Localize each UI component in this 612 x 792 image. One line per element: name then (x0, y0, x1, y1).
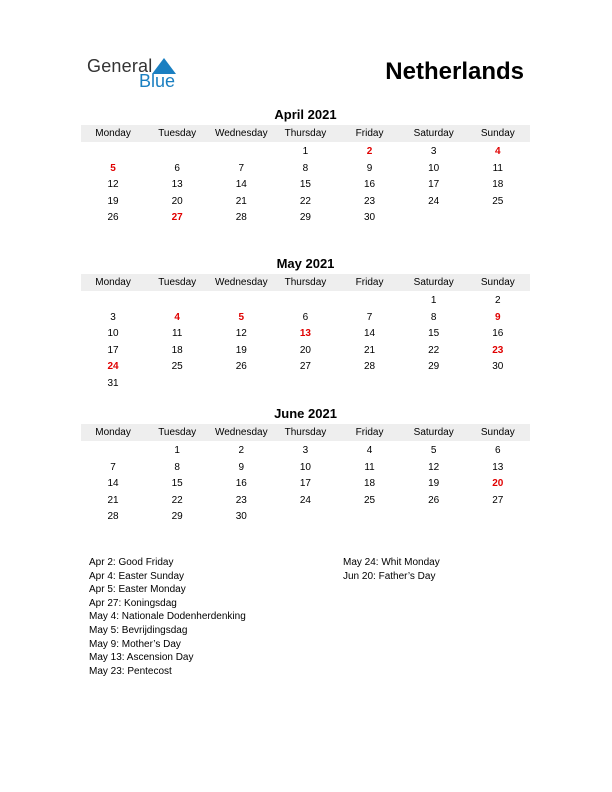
day-cell: 1 (430, 295, 437, 306)
day-cell: 21 (107, 494, 119, 506)
day-cell: 15 (299, 179, 311, 191)
weekday-header: Friday (338, 274, 402, 291)
day-cell: 25 (492, 195, 504, 207)
holiday-entry: May 4: Nationale Dodenherdenking (89, 611, 246, 623)
weekday-header: Saturday (402, 424, 466, 441)
day-cell: 24 (428, 195, 440, 207)
day-cell: 20 (171, 195, 183, 207)
day-cell: 2 (366, 146, 373, 157)
day-cell: 14 (235, 179, 247, 191)
day-cell: 11 (364, 461, 375, 473)
month-june (81, 406, 530, 526)
day-cell: 1 (302, 146, 309, 157)
day-cell: 7 (366, 311, 373, 323)
weekday-header: Saturday (402, 125, 466, 142)
day-cell: 27 (492, 494, 504, 506)
weekday-header: Friday (338, 125, 402, 142)
day-cell: 13 (492, 461, 504, 473)
day-cell: 6 (495, 445, 501, 456)
weekday-header: Tuesday (145, 125, 209, 142)
empty-day-cell (273, 293, 337, 310)
day-cell: 11 (171, 328, 183, 340)
day-cell: 16 (492, 328, 504, 340)
empty-day-cell (81, 144, 145, 161)
day-cell: 16 (364, 179, 376, 191)
holiday-entry: May 9: Mother’s Day (89, 638, 181, 650)
day-cell: 9 (495, 311, 501, 323)
day-cell: 21 (364, 344, 376, 356)
day-cell: 10 (299, 461, 311, 473)
day-cell: 20 (299, 344, 311, 356)
day-cell: 23 (364, 195, 376, 207)
weekday-header: Tuesday (145, 274, 209, 291)
day-cell: 3 (430, 146, 437, 157)
holiday-entry: Apr 4: Easter Sunday (89, 570, 185, 582)
day-cell: 28 (364, 361, 376, 373)
brand-logo (87, 56, 187, 92)
day-cell: 26 (428, 494, 440, 506)
weekday-header: Monday (81, 424, 145, 441)
day-cell: 1 (174, 445, 180, 456)
day-cell: 7 (238, 162, 245, 174)
holiday-entry: Apr 5: Easter Monday (89, 584, 186, 596)
weekday-header: Wednesday (209, 125, 273, 142)
weekday-header: Monday (81, 125, 145, 142)
day-cell: 27 (299, 361, 311, 373)
calendar-grid (81, 123, 530, 227)
day-cell: 12 (107, 179, 119, 191)
brand-general-text: General (87, 56, 153, 76)
day-cell: 5 (110, 162, 116, 174)
day-cell: 8 (174, 461, 180, 473)
day-cell: 30 (492, 361, 504, 373)
day-cell: 8 (302, 162, 309, 174)
month-title: June 2021 (274, 406, 337, 421)
day-cell: 28 (107, 511, 119, 523)
day-cell: 14 (364, 328, 376, 340)
day-cell: 18 (492, 179, 504, 191)
day-cell: 14 (107, 478, 119, 490)
weekday-header: Wednesday (209, 274, 273, 291)
day-cell: 23 (235, 494, 247, 506)
day-cell: 25 (171, 361, 183, 373)
day-cell: 22 (171, 494, 183, 506)
holiday-entry: Apr 27: Koningsdag (89, 597, 177, 609)
empty-day-cell (338, 293, 402, 310)
month-title: May 2021 (276, 256, 335, 271)
day-cell: 21 (235, 195, 247, 207)
day-cell: 2 (238, 445, 245, 456)
holiday-entry: Apr 2: Good Friday (89, 557, 174, 568)
holiday-list-left (89, 556, 246, 678)
day-cell: 12 (235, 328, 247, 340)
day-cell: 29 (428, 361, 440, 373)
empty-day-cell (209, 293, 273, 310)
holiday-entry: May 5: Bevrijdingsdag (89, 624, 188, 636)
empty-day-cell (81, 443, 145, 460)
day-cell: 18 (364, 478, 376, 490)
month-title: April 2021 (274, 107, 337, 122)
day-cell: 22 (428, 344, 440, 356)
calendar-grid (81, 422, 530, 526)
empty-day-cell (81, 293, 145, 310)
day-cell: 15 (428, 328, 440, 340)
day-cell: 10 (428, 162, 440, 174)
day-cell: 20 (492, 478, 504, 490)
empty-day-cell (209, 144, 273, 161)
weekday-header: Friday (338, 424, 402, 441)
weekday-header: Thursday (273, 424, 337, 441)
day-cell: 25 (364, 494, 376, 506)
holiday-entry: May 13: Ascension Day (89, 652, 194, 664)
day-cell: 16 (235, 478, 247, 490)
day-cell: 17 (107, 344, 119, 356)
day-cell: 13 (299, 328, 311, 340)
day-cell: 24 (107, 361, 119, 373)
weekday-header: Sunday (466, 125, 530, 142)
holiday-entry: May 23: Pentecost (89, 665, 172, 677)
day-cell: 5 (238, 311, 245, 323)
day-cell: 3 (302, 445, 309, 456)
day-cell: 12 (428, 461, 440, 473)
weekday-header: Sunday (466, 424, 530, 441)
day-cell: 4 (366, 445, 373, 456)
day-cell: 30 (235, 511, 247, 523)
day-cell: 11 (492, 162, 503, 174)
day-cell: 22 (299, 195, 311, 207)
day-cell: 5 (430, 445, 437, 456)
weekday-header: Tuesday (145, 424, 209, 441)
day-cell: 2 (495, 295, 501, 306)
month-april (81, 107, 530, 227)
day-cell: 7 (110, 461, 116, 473)
day-cell: 9 (366, 162, 373, 174)
empty-day-cell (145, 144, 209, 161)
holiday-entry: May 24: Whit Monday (343, 557, 440, 568)
day-cell: 30 (364, 212, 376, 224)
day-cell: 26 (107, 212, 119, 224)
country-title: Netherlands (385, 58, 524, 85)
weekday-header: Saturday (402, 274, 466, 291)
holiday-list-right (343, 556, 440, 583)
day-cell: 24 (299, 494, 311, 506)
day-cell: 23 (492, 344, 504, 356)
weekday-header: Monday (81, 274, 145, 291)
day-cell: 19 (235, 344, 247, 356)
brand-blue-text: Blue (139, 71, 176, 91)
day-cell: 4 (495, 146, 501, 157)
day-cell: 17 (299, 478, 311, 490)
day-cell: 10 (107, 328, 119, 340)
day-cell: 17 (428, 179, 440, 191)
weekday-header: Thursday (273, 274, 337, 291)
day-cell: 28 (235, 212, 247, 224)
day-cell: 15 (171, 478, 183, 490)
weekday-header: Thursday (273, 125, 337, 142)
day-cell: 19 (107, 195, 119, 207)
day-cell: 19 (428, 478, 440, 490)
weekday-header: Sunday (466, 274, 530, 291)
day-cell: 29 (171, 511, 183, 523)
day-cell: 18 (171, 344, 183, 356)
day-cell: 4 (174, 311, 180, 323)
day-cell: 9 (238, 461, 245, 473)
holiday-entry: Jun 20: Father’s Day (343, 570, 436, 582)
day-cell: 26 (235, 361, 247, 373)
day-cell: 29 (299, 212, 311, 224)
weekday-header: Wednesday (209, 424, 273, 441)
calendar-grid (81, 272, 530, 393)
day-cell: 13 (171, 179, 183, 191)
day-cell: 6 (302, 311, 309, 323)
day-cell: 3 (110, 311, 116, 323)
day-cell: 6 (174, 162, 180, 174)
day-cell: 31 (107, 377, 119, 389)
month-may (81, 256, 530, 393)
empty-day-cell (145, 293, 209, 310)
day-cell: 27 (171, 212, 183, 224)
day-cell: 8 (430, 311, 437, 323)
